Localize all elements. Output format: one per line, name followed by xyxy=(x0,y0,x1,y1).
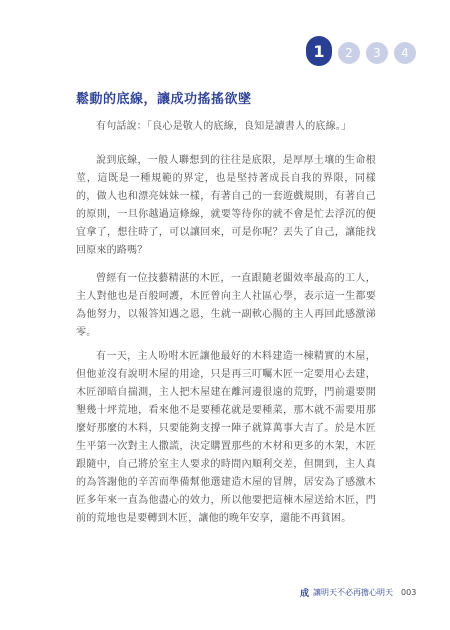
paragraph-2: 說到底線，一般人聯想到的往往是底限，是厚厚土壤的生命根莖，這既是一種規範的界定，也是堅持著成長自我的界限，同樣的，做人也和漂亮妹妹一樣，有著自己的一套遊戲規則，有著自己的原則，一旦你越過這條線，就要等待你的就不會是忙去浮沉的便宜拿了，想往時了，可以讓回來，可是你呢？丟失了自己，讓能找回原來的路嗎？ xyxy=(76,155,376,256)
footer-book-title: 讓明天不必再擔心明天 xyxy=(313,587,394,597)
chapter-tab-1[interactable]: 1 xyxy=(306,36,332,66)
paragraph-1: 有句話說：「良心是敬人的底線，良知是讀書人的底線。」 xyxy=(96,121,352,132)
chapter-tab-3[interactable]: 3 xyxy=(366,42,388,64)
chapter-tab-2[interactable]: 2 xyxy=(338,42,360,64)
footer-mark: 成 xyxy=(300,588,310,599)
page-number: 003 xyxy=(401,587,417,597)
page-footer xyxy=(300,584,430,600)
chapter-tab-4[interactable]: 4 xyxy=(394,42,416,64)
paragraph-4: 有一天，主人吩咐木匠讓他最好的木料建造一棟精實的木屋，但他並沒有說明木屋的用途，只是再三叮囑木匠一定要用心去建，木匠卻暗自揣測，主人把木屋建在離河邊很遠的荒野，門前還要開墾幾十坪荒地，看來他不是要種花就是要種菜，那木就不需要用那麼好那麼的木料，只要能夠支撐一陣子就算萬事大吉了。於是木匠生平第一次對主人撒謊，決定購置那些的木材和更多的木架，木匠跟隨中，自己將於室主人要求的時間內順利交差，但開到，主人真的為答謝他的辛苦而準備幫他選建造木屋的冒牌，居安為了感激木匠多年來一直為他盡心的效力，所以他要把這棟木屋送給木匠，門前的荒地也是要轉到木匠，讓他的晚年安享，還能不再貧困。 xyxy=(76,351,376,524)
chapter-tabs xyxy=(306,36,422,70)
paragraph-3: 曾經有一位技藝精湛的木匠，一直跟隨老闆效率最高的工人，主人對他也是百般呵護，木匠曾向主人社區心學，表示這一生都要為他努力，以報答知遇之恩，生就一副軟心腸的主人再回此感激涕零。 xyxy=(76,273,376,338)
section-heading: 鬆動的底線，讓成功搖搖欲墜 xyxy=(76,92,252,107)
